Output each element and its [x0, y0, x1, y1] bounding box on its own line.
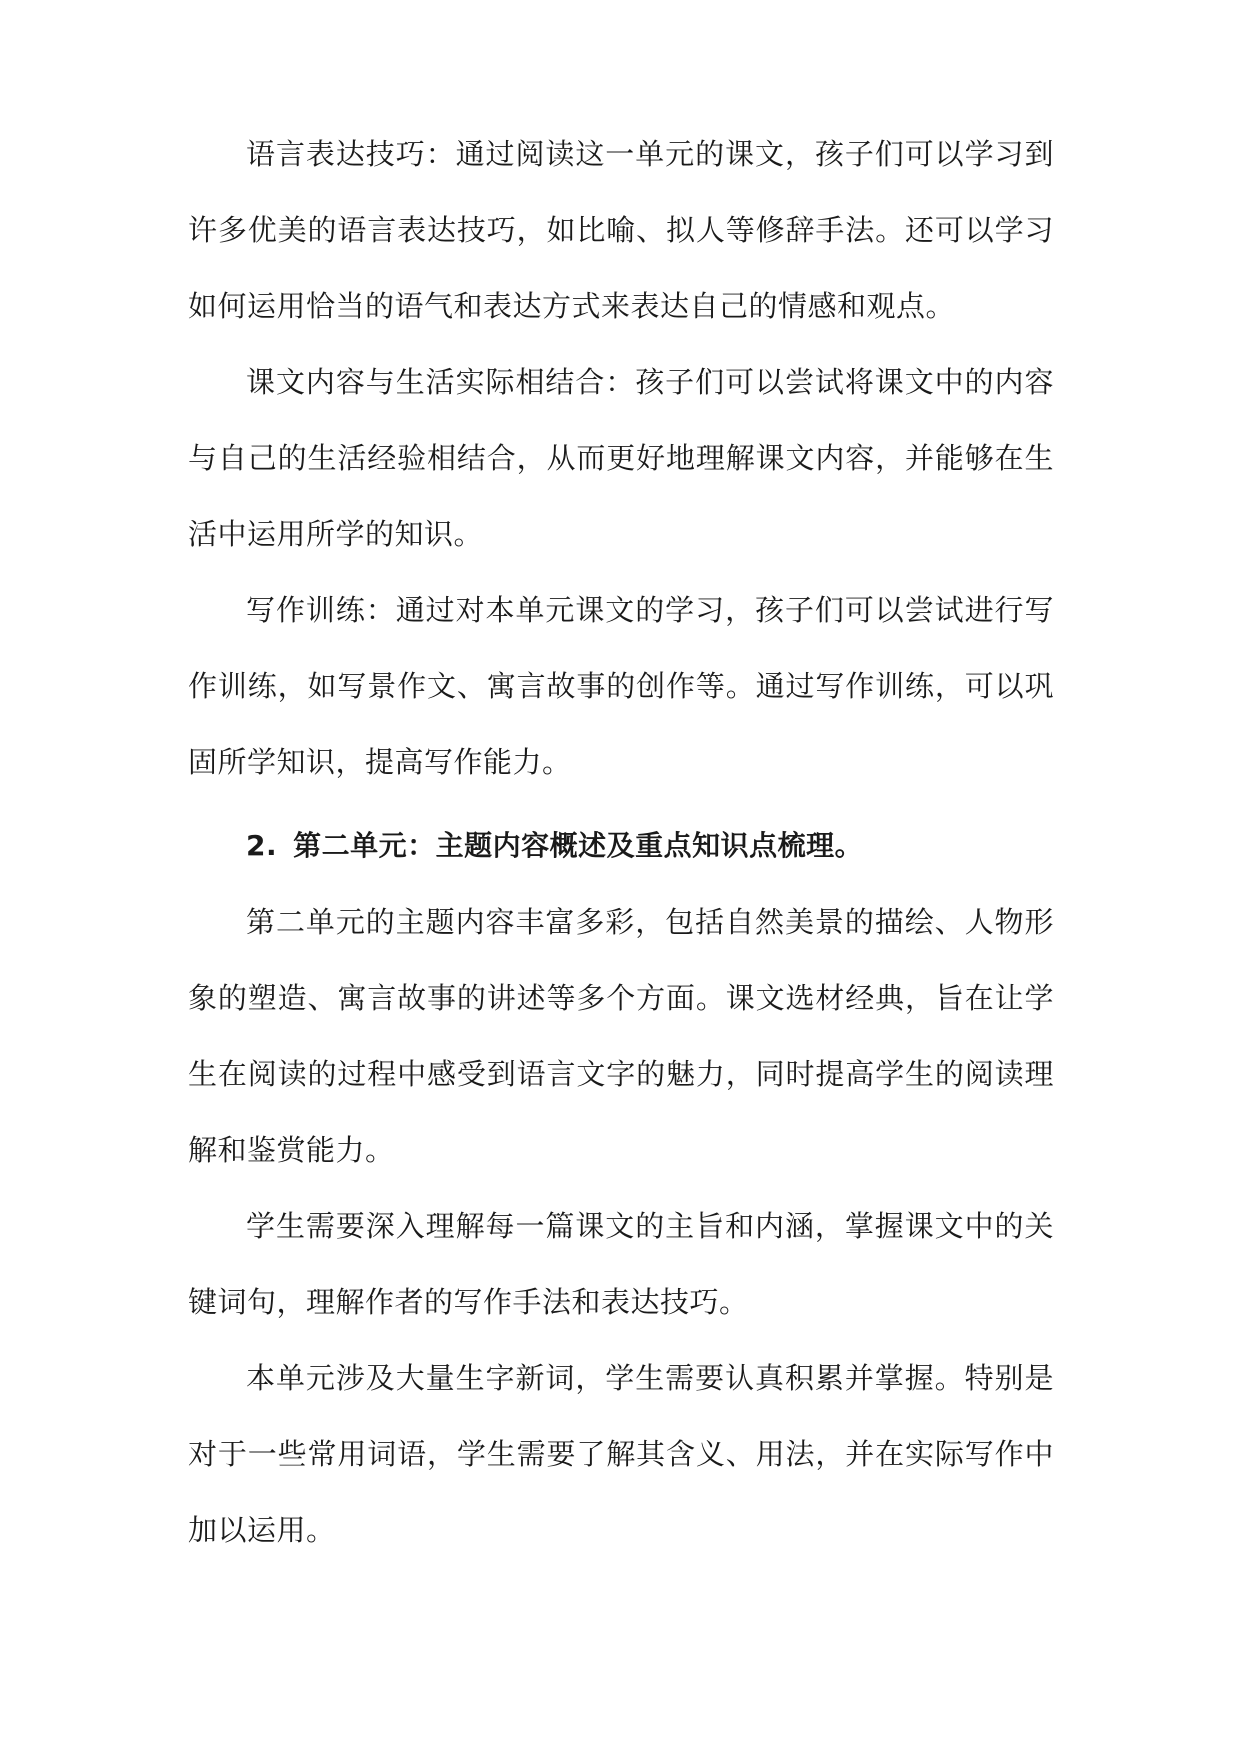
paragraph-life-connection: 课文内容与生活实际相结合：孩子们可以尝试将课文中的内容与自己的生活经验相结合，从而更好地理解课文内容，并能够在生活中运用所学的知识。: [188, 365, 1054, 551]
paragraph-writing-training: 写作训练：通过对本单元课文的学习，孩子们可以尝试进行写作训练，如写景作文、寓言故事的创作等。通过写作训练，可以巩固所学知识，提高写作能力。: [188, 593, 1054, 779]
paragraph-deep-understanding: 学生需要深入理解每一篇课文的主旨和内涵，掌握课文中的关键词句，理解作者的写作手法和表达技巧。: [188, 1209, 1054, 1319]
heading-number: 2.: [246, 829, 278, 862]
section-2-heading: [188, 808, 1054, 884]
heading-text: 第二单元：主题内容概述及重点知识点梳理。: [293, 829, 864, 862]
paragraph-unit-overview: 第二单元的主题内容丰富多彩，包括自然美景的描绘、人物形象的塑造、寓言故事的讲述等多个方面。课文选材经典，旨在让学生在阅读的过程中感受到语言文字的魅力，同时提高学生的阅读理解和鉴赏能力。: [188, 905, 1054, 1167]
section-2: [188, 808, 1054, 1568]
paragraph-language-skills: 语言表达技巧：通过阅读这一单元的课文，孩子们可以学习到许多优美的语言表达技巧，如比喻、拟人等修辞手法。还可以学习如何运用恰当的语气和表达方式来表达自己的情感和观点。: [188, 137, 1054, 323]
section-1: [188, 116, 1054, 800]
paragraph-vocabulary: 本单元涉及大量生字新词，学生需要认真积累并掌握。特别是对于一些常用词语，学生需要了解其含义、用法，并在实际写作中加以运用。: [188, 1361, 1054, 1547]
